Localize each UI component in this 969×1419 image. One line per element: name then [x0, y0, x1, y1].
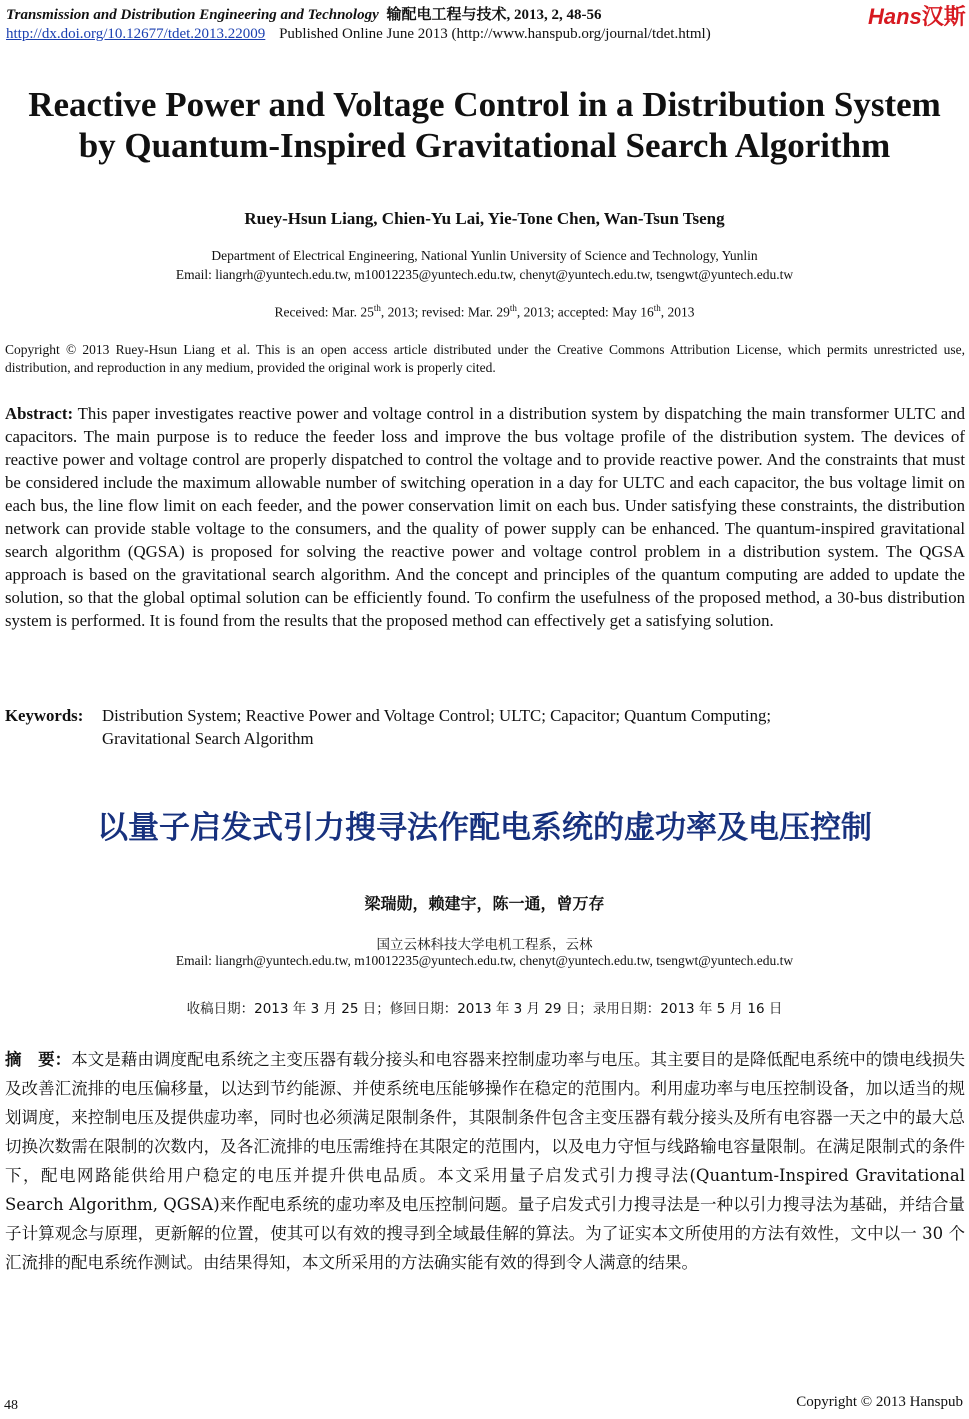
chinese-abstract-label: 摘 要： — [5, 1050, 72, 1069]
keywords-text: Distribution System; Reactive Power and Voltage Control; ULTC; Capacitor; Quantum Computing; Gravitational Search Algorithm — [102, 706, 772, 748]
journal-header — [6, 3, 602, 24]
author-emails: Email: liangrh@yuntech.edu.tw, m10012235@yuntech.edu.tw, chenyt@yuntech.edu.tw, tsengwt@yuntech.edu.tw — [175, 267, 794, 282]
abstract — [5, 402, 965, 632]
publication-line — [6, 26, 711, 43]
title-line-1: Reactive Power and Voltage Control in a Distribution System — [28, 85, 941, 124]
chinese-title: 以量子启发式引力搜寻法作配电系统的虚功率及电压控制 — [97, 810, 872, 846]
paper-title — [0, 84, 969, 166]
authors: Ruey-Hsun Liang, Chien-Yu Lai, Yie-Tone Chen, Wan-Tsun Tseng — [244, 209, 725, 228]
journal-name-cn: 输配电工程与技术, 2013, 2, 48-56 — [386, 7, 602, 23]
received-dates: Received: Mar. 25th, 2013; revised: Mar. 29th, 2013; accepted: May 16th, 2013 — [274, 303, 695, 320]
journal-name: Transmission and Distribution Engineering and Technology — [6, 7, 379, 23]
chinese-abstract — [5, 1045, 965, 1277]
chinese-authors: 梁瑞勋，赖建宇，陈一通，曾万存 — [364, 894, 605, 913]
chinese-abstract-text: 本文是藉由调度配电系统之主变压器有载分接头和电容器来控制虚功率与电压。其主要目的是降低配电系统中的馈电线损失及改善汇流排的电压偏移量，以达到节约能源、并使系统电压能够操作在稳定的范围内。利用虚功率与电压控制设备，加以适当的规划调度，来控制电压及提供虚功率，同时也必须满足限制条件，其限制条件包含主变压器有载分接头及所有电容器一天之中的最大总切换次数需在限制的次数内，及各汇流排的电压需维持在其限定的范围内，以及电力守恒与线路输电容量限制。在满足限制式的条件下，配电网路能供给用户稳定的电压并提升供电品质。本文采用量子启发式引力搜寻法(Quantum-Inspired Gravitational Search Algorithm, QGSA)来作配电系统的虚功率及电压控制问题。量子启发式引力搜寻法是一种以引力搜寻法为基础，并结合量子计算观念与原理，更新解的位置，使其可以有效的搜寻到全域最佳解的算法。为了证实本文所使用的方法有效性，文中以一 30 个汇流排的配电系统作测试。由结果得知，本文所采用的方法确实能有效的得到令人满意的结果。 — [5, 1050, 966, 1272]
copyright-notice: Copyright © 2013 Ruey-Hsun Liang et al. This is an open access article distributed under the Creative Commons Attribution License, which permits unrestricted use, distribution, and reproduction in any medium, provided the original work is properly cited. — [5, 342, 965, 375]
hanspub-logo: Hans汉斯 — [868, 4, 966, 29]
abstract-text: This paper investigates reactive power and voltage control in a distribution system by dispatching the main transformer ULTC and capacitors. The main purpose is to reduce the feeder loss and improve the bus voltage profile of the distribution system. The devices of reactive power and voltage control are properly dispatched to control the voltage and to provide reactive power. And the constraints that must be considered include the maximum allowable number of switching operation in a day for ULTC and each capacitor, the bus voltage limit on each bus, the line flow limit on each feeder, and the power conservation limit on each bus. Under satisfying these constraints, the distribution network can provide stable voltage to the consumers, and the quality of power supply can be enhanced. The quantum-inspired gravitational search algorithm (QGSA) is proposed for solving the reactive power and voltage control problem in a distribution system. The QGSA approach is based on the gravitational search algorithm. And the concept and principles of the quantum computing are added to update the solution, so that the global optimal solution can be efficiently found. To confirm the usefulness of the proposed method, a 30-bus distribution system is performed. It is found from the results that the proposed method can effectively get a satisfying solution. — [5, 404, 965, 630]
footer-copyright: Copyright © 2013 Hanspub — [796, 1394, 963, 1410]
chinese-received-dates: 收稿日期：2013 年 3 月 25 日；修回日期：2013 年 3 月 29 日；录用日期：2013 年 5 月 16 日 — [186, 1001, 783, 1017]
published-online: Published Online June 2013 (http://www.hanspub.org/journal/tdet.html) — [279, 26, 711, 42]
title-line-2: by Quantum-Inspired Gravitational Search Algorithm — [78, 126, 891, 165]
chinese-emails: Email: liangrh@yuntech.edu.tw, m10012235@yuntech.edu.tw, chenyt@yuntech.edu.tw, tsengwt@yuntech.edu.tw — [175, 953, 794, 968]
doi-link[interactable]: http://dx.doi.org/10.12677/tdet.2013.22009 — [6, 26, 266, 42]
chinese-affiliation: 国立云林科技大学电机工程系，云林 — [376, 937, 593, 953]
abstract-label: Abstract: — [5, 404, 74, 423]
affiliation: Department of Electrical Engineering, National Yunlin University of Science and Technology, Yunlin — [211, 248, 758, 263]
keywords-label: Keywords: — [5, 706, 84, 725]
page-number: 48 — [4, 1398, 18, 1413]
